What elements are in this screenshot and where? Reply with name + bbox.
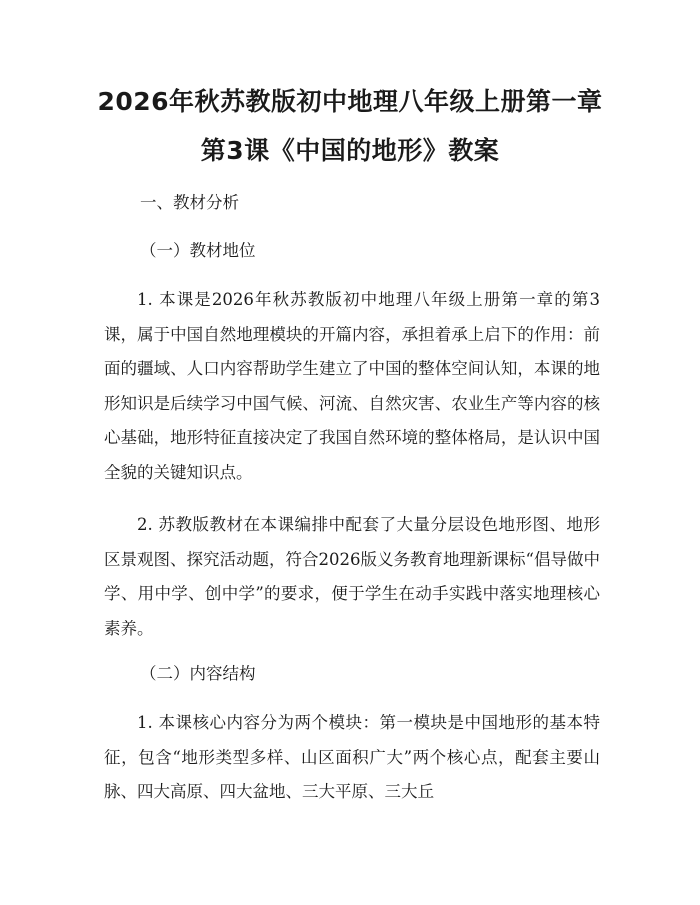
section-heading-textbook-analysis: 一、教材分析 [140,193,239,212]
paragraph-1: 1. 本课是2026年秋苏教版初中地理八年级上册第一章的第3课，属于中国自然地理模块的开篇内容，承担着承上启下的作用：前面的疆域、人口内容帮助学生建立了中国的整体空间认知，本课的地形知识是后续学习中国气候、河流、自然灾害、农业生产等内容的核心基础，地形特征直接决定了我国自然环境的整体格局，是认识中国全貌的关键知识点。 [104,290,600,482]
paragraph-2: 2. 苏教版教材在本课编排中配套了大量分层设色地形图、地形区景观图、探究活动题，符合2026版义务教育地理新课标“倡导做中学、用中学、创中学”的要求，便于学生在动手实践中落实地理核心素养。 [104,515,600,638]
subsection-heading-textbook-position: （一）教材地位 [140,241,256,260]
document-title-line-1: 2026年秋苏教版初中地理八年级上册第一章 [97,87,603,116]
subsection-heading-content-structure: （二）内容结构 [140,664,256,683]
document-title-line-2: 第3课《中国的地形》教案 [200,136,500,165]
paragraph-3: 1. 本课核心内容分为两个模块：第一模块是中国地形的基本特征，包含“地形类型多样、山区面积广大”两个核心点，配套主要山脉、四大高原、四大盆地、三大平原、三大丘 [104,713,600,801]
